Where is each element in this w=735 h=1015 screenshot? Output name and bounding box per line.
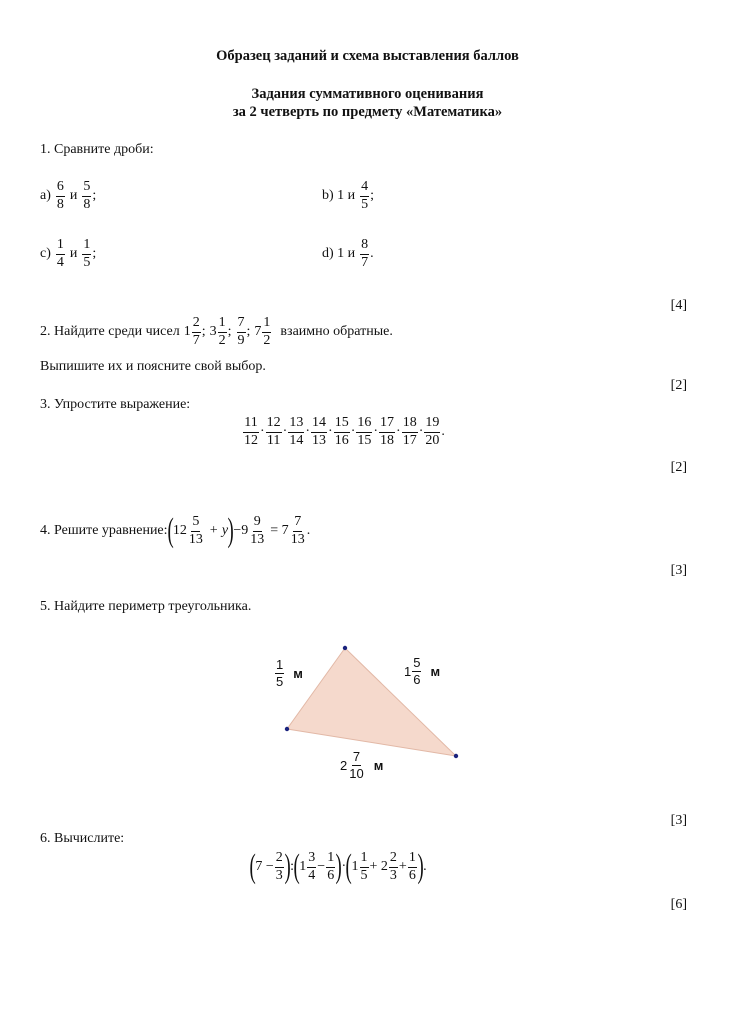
fraction: $\frac{1}{5}$ [83, 237, 91, 270]
fraction: $\frac{2}{7}$ [192, 315, 200, 348]
fraction: $\frac{1}{6}$ [327, 849, 335, 883]
punct: ; [246, 324, 251, 340]
whole-part: 1 [183, 324, 191, 340]
task1-item-a [40, 180, 96, 212]
plus-y: + y [208, 523, 229, 538]
dot: · [260, 424, 265, 440]
task1-b-label: b) 1 и [322, 188, 356, 204]
side-bottom-label [340, 750, 383, 780]
task1-d-label: d) 1 и [322, 246, 356, 262]
conjunction: и [69, 188, 78, 204]
paren-open: ( [249, 848, 256, 885]
task4-score: [3] [670, 563, 687, 578]
side-right-label [404, 656, 440, 686]
unit: м [373, 757, 384, 773]
doc-subtitle-1: Задания суммативного оценивания [251, 86, 484, 102]
task1-c-label: c) [40, 246, 51, 262]
task6-expression [250, 850, 427, 884]
dot: · [282, 424, 288, 440]
dot: · [396, 424, 401, 440]
task2-prefix: 2. Найдите среди чисел [40, 324, 180, 340]
task2-line2: Выпишите их и поясните свой выбор. [40, 359, 266, 374]
fraction: $\frac{1}{2}$ [263, 315, 271, 348]
punct: ; [227, 324, 232, 340]
whole-part: 1 [404, 663, 412, 679]
punct: . [441, 424, 445, 440]
punct: . [423, 859, 427, 874]
fraction: $\frac{17}{18}$ [380, 415, 395, 448]
doc-subtitle-2: за 2 четверть по предмету «Математика» [232, 104, 503, 120]
fraction: $\frac{18}{17}$ [402, 415, 417, 448]
whole-part: 1 [299, 859, 307, 874]
whole-part: 1 [351, 859, 359, 874]
minus-nine: −9 [233, 523, 249, 538]
fraction: $\frac{9}{13}$ [250, 513, 265, 547]
task4-equation [40, 514, 310, 548]
fraction: $\frac{2}{3}$ [275, 849, 283, 883]
fraction: $\frac{5}{8}$ [83, 179, 91, 212]
task6-score: [6] [670, 897, 687, 912]
fraction: $\frac{13}{14}$ [289, 415, 304, 448]
punct: . [370, 246, 374, 262]
task1-title: 1. Сравните дроби: [40, 142, 154, 157]
fraction: $\frac{4}{5}$ [361, 179, 369, 212]
fraction: $\frac{1}{5}$ [360, 849, 368, 883]
fraction: $\frac{2}{3}$ [389, 849, 397, 883]
fraction: $\frac{1}{6}$ [408, 849, 416, 883]
dot: · [328, 424, 333, 440]
whole-part: 2 [340, 757, 348, 773]
fraction: $\frac{12}{11}$ [266, 415, 281, 448]
task3-title: 3. Упростите выражение: [40, 397, 191, 412]
task2-suffix: взаимно обратные. [280, 324, 393, 340]
fraction: $\frac{14}{13}$ [312, 415, 327, 448]
fraction: $\frac{7}{9}$ [237, 315, 245, 348]
paren-open: ( [345, 848, 352, 885]
task1-item-d [322, 238, 374, 270]
paren-open: ( [167, 512, 174, 549]
conjunction: и [69, 246, 78, 262]
fraction: $\frac{6}{8}$ [56, 179, 64, 212]
task1-item-c [40, 238, 96, 270]
dot: · [418, 424, 424, 440]
paren-close: ) [417, 848, 424, 885]
plus-two: + 2 [369, 859, 388, 874]
dot: · [305, 424, 311, 440]
vertex-dot [343, 646, 347, 650]
plus: + [398, 859, 407, 874]
unit: м [430, 663, 441, 679]
fraction: $\frac{15}{16}$ [334, 415, 349, 448]
equals-seven: = 7 [270, 523, 289, 538]
task5-title: 5. Найдите периметр треугольника. [40, 599, 252, 614]
task2-line1 [40, 316, 393, 348]
fraction: $\frac{5}{13}$ [188, 513, 203, 547]
punct: ; [92, 188, 97, 204]
dot: · [341, 859, 347, 874]
task3-score: [2] [670, 460, 687, 475]
punct: ; [92, 246, 97, 262]
fraction: $\frac{1}{5}$ [276, 657, 284, 689]
task5-score: [3] [670, 813, 687, 828]
side-left-label [274, 658, 303, 688]
task1-item-b [322, 180, 374, 212]
fraction: $\frac{8}{7}$ [361, 237, 369, 270]
paren-close: ) [284, 848, 291, 885]
task1-a-label: a) [40, 188, 51, 204]
minus: − [317, 859, 326, 874]
paren-close: ) [227, 512, 234, 549]
vertex-dot [454, 754, 458, 758]
punct: . [306, 523, 311, 538]
fraction: $\frac{7}{13}$ [290, 513, 305, 547]
punct: ; [201, 324, 206, 340]
task1-score: [4] [670, 298, 687, 313]
fraction: $\frac{19}{20}$ [425, 415, 440, 448]
fraction: $\frac{1}{4}$ [56, 237, 64, 270]
dot: · [350, 424, 356, 440]
task2-score: [2] [670, 378, 687, 393]
whole-part: 7 [254, 324, 262, 340]
dot: · [373, 424, 379, 440]
doc-title: Образец заданий и схема выставления баллов [216, 48, 519, 64]
whole-part: 12 [172, 523, 187, 538]
paren-close: ) [335, 848, 342, 885]
task3-expression [242, 416, 445, 448]
seven-minus: 7 − [255, 859, 274, 874]
fraction: $\frac{16}{15}$ [357, 415, 372, 448]
whole-part: 3 [209, 324, 217, 340]
colon: : [290, 859, 294, 874]
punct: ; [370, 188, 375, 204]
fraction: $\frac{11}{12}$ [244, 415, 258, 448]
fraction: $\frac{7}{10}$ [349, 749, 364, 781]
fraction: $\frac{5}{6}$ [413, 655, 421, 687]
task4-prefix: 4. Решите уравнение: [40, 523, 168, 538]
task6-title: 6. Вычислите: [40, 831, 125, 846]
unit: м [293, 665, 303, 681]
fraction: $\frac{3}{4}$ [308, 849, 316, 883]
paren-open: ( [293, 848, 300, 885]
vertex-dot [285, 727, 289, 731]
fraction: $\frac{1}{2}$ [218, 315, 226, 348]
